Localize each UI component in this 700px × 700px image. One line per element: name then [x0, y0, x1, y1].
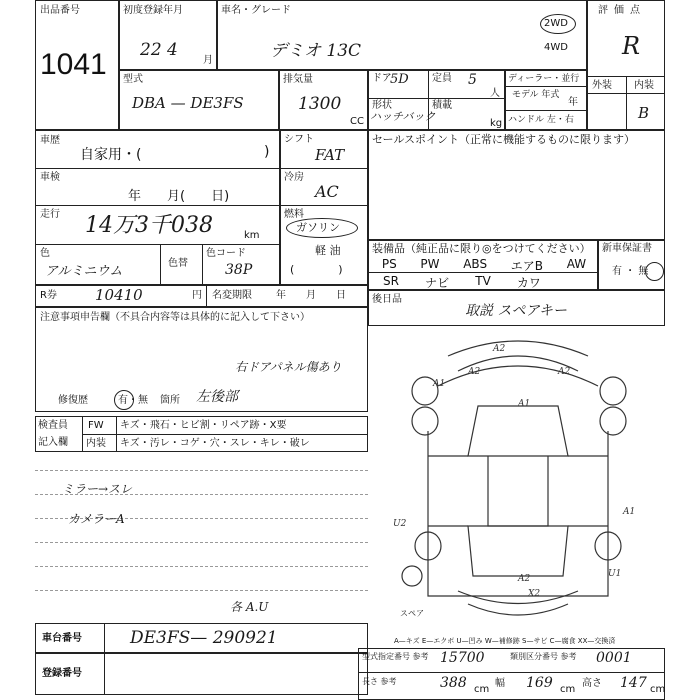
equip-navi: ナビ — [425, 276, 450, 290]
repair-options: 有・無 — [118, 395, 148, 406]
shape-value: ハッチバック — [370, 110, 436, 123]
width-unit: cm — [560, 684, 576, 695]
first-reg-value: 22 4 — [140, 40, 178, 60]
displacement-label: 排気量 — [283, 74, 313, 85]
memo3: 各 A.U — [230, 600, 269, 614]
width-value: 169 — [526, 675, 553, 691]
repair-location-value: 左後部 — [196, 389, 238, 405]
equipment-label: 装備品（純正品に限り◎をつけてください） — [372, 242, 591, 255]
dealer-divider — [505, 86, 587, 87]
shape-label: 形状 — [372, 100, 392, 111]
height-unit: cm — [650, 684, 666, 695]
diagram-legend: A—キズ E—エクボ U—凹み W—補修跡 S—サビ C—腐食 XX—交換済 — [394, 637, 616, 645]
mileage-label: 走行 — [40, 209, 60, 220]
grade-label: 評価点 — [598, 5, 646, 16]
capacity-value: 5 — [468, 72, 477, 88]
name-change-value: 年 月 日 — [276, 290, 346, 301]
model-year-label: モデル 年式 — [512, 90, 560, 100]
inspector-split2 — [116, 416, 117, 452]
inspector-label1: 検査員 — [38, 420, 68, 431]
history-close: ) — [264, 144, 270, 160]
chassis-split — [104, 623, 105, 653]
sales-box — [368, 130, 665, 240]
damage-mark: X2 — [528, 589, 541, 599]
shift-label: シフト — [284, 134, 314, 145]
damage-mark: A2 — [493, 344, 506, 354]
notes-line1: 右ドアパネル傷あり — [235, 360, 342, 374]
equip-pw: PW — [420, 257, 440, 271]
displacement-unit: CC — [350, 116, 364, 127]
memo-line — [35, 542, 368, 543]
grade-exterior-label: 外装 — [592, 80, 612, 91]
shift-value: FAT — [315, 146, 345, 164]
inspector-interior-text: キズ・汚レ・コゲ・穴・スレ・キレ・破レ — [120, 438, 310, 449]
model-year-suffix: 年 — [568, 97, 578, 108]
color-split2 — [202, 244, 203, 285]
inspector-interior: 内装 — [86, 438, 106, 449]
color-change-label: 色替 — [168, 258, 188, 269]
name-change-label: 名変期限 — [212, 290, 252, 301]
drive-4wd: 4WD — [544, 42, 568, 53]
width-label: 幅 — [495, 678, 505, 689]
equip-tv: TV — [475, 274, 491, 288]
history-label: 車歴 — [40, 135, 60, 146]
fuel-label: 燃料 — [284, 209, 304, 220]
inspector-label2: 記入欄 — [38, 437, 68, 448]
color-split — [160, 244, 161, 285]
warranty-options: 有 ・ 無 — [612, 266, 649, 277]
class-num-label: 類別区分番号 参考 — [510, 652, 577, 661]
damage-mark: A1 — [623, 507, 636, 517]
damage-mark: U1 — [608, 569, 622, 579]
after-value: 取説 スペアキー — [465, 303, 567, 319]
grade-interior-label: 内装 — [634, 80, 654, 91]
car-diagram — [368, 326, 665, 626]
first-reg-month: 月 — [203, 55, 213, 66]
memo-line — [35, 566, 368, 567]
color-code-label: 色コード — [206, 248, 246, 259]
fuel-gas: ガソリン — [296, 221, 340, 234]
memo1: ミラー→スレ — [62, 482, 133, 496]
equip-ps: PS — [381, 257, 397, 271]
repair-label: 修復歴 — [58, 395, 88, 406]
inspector-divider — [82, 434, 368, 435]
height-label: 高さ — [582, 678, 602, 689]
memo2: カメラーA — [68, 512, 125, 526]
doors-value: 5D — [390, 72, 409, 87]
reg-box — [35, 653, 368, 695]
damage-mark: A2 — [558, 367, 571, 377]
equip-leather: カワ — [516, 276, 541, 290]
equip-row2 — [370, 274, 554, 291]
damage-mark: A1 — [518, 399, 531, 409]
color-value: アルミニウム — [45, 264, 123, 279]
equip-airbag: エアB — [510, 259, 544, 273]
recycle-label: R券 — [40, 290, 57, 301]
warranty-label: 新車保証書 — [602, 243, 652, 254]
load-unit: kg — [490, 118, 503, 129]
grade-split — [626, 76, 627, 130]
first-reg-label: 初度登録年月 — [123, 5, 183, 16]
load-label: 積載 — [432, 100, 452, 111]
repair-location-label: 箇所 — [160, 395, 180, 406]
after-label: 後日品 — [372, 294, 402, 305]
recycle-yen: 円 — [192, 290, 202, 301]
model-label: 車名・グレード — [221, 5, 291, 16]
damage-mark: A2 — [468, 367, 481, 377]
type-num-label: 型式指定番号 参考 — [362, 652, 429, 661]
handle-label: ハンドル 左・右 — [508, 115, 574, 125]
history-divider3 — [35, 244, 280, 245]
damage-mark: A2 — [518, 574, 531, 584]
color-label: 色 — [40, 248, 50, 259]
type-num-divider — [358, 672, 665, 673]
ac-value: AC — [315, 182, 339, 201]
reg-split — [104, 653, 105, 695]
shaken-label: 車検 — [40, 172, 60, 183]
dealer-divider2 — [505, 110, 587, 111]
ac-label: 冷房 — [284, 172, 304, 183]
damage-mark: A1 — [433, 379, 446, 389]
lot-number: 1041 — [40, 48, 107, 81]
shaken-value: 年 月( 日) — [128, 189, 230, 204]
length-label: 長さ 参考 — [362, 677, 397, 686]
displacement-value: 1300 — [298, 94, 342, 114]
sales-label: セールスポイント（正常に機能するものに限ります） — [372, 133, 636, 146]
door-divider — [368, 98, 505, 99]
capacity-label: 定員 — [432, 73, 452, 84]
chassis-value: DE3FS— 290921 — [130, 628, 278, 648]
equip-divider — [368, 272, 598, 273]
memo-line — [35, 590, 368, 591]
chassis-label: 車台番号 — [42, 633, 82, 644]
drive-2wd: 2WD — [544, 18, 568, 29]
height-value: 147 — [620, 675, 647, 691]
type-value: DBA — DE3FS — [132, 94, 244, 112]
grade-overall: R — [622, 32, 641, 60]
spare-label: スペア — [400, 609, 424, 618]
equip-aw: AW — [566, 257, 587, 271]
dealer-label: ディーラー・並行 — [508, 74, 580, 84]
fuel-paren: ( ) — [290, 263, 343, 276]
mileage-unit: km — [244, 230, 260, 241]
fuel-diesel: 軽 油 — [315, 244, 341, 257]
length-value: 388 — [440, 675, 467, 691]
history-divider2 — [35, 205, 280, 206]
shift-divider2 — [280, 205, 368, 206]
inspector-fw-text: キズ・飛石・ヒビ割・リペア跡・X要 — [120, 420, 287, 431]
mileage-value: 14万3千038 — [85, 213, 213, 238]
grade-divider2 — [587, 93, 665, 94]
class-num-value: 0001 — [596, 650, 632, 666]
lot-label: 出品番号 — [40, 5, 80, 16]
color-code-value: 38P — [225, 262, 253, 278]
type-num-value: 15700 — [440, 650, 485, 666]
recycle-split — [206, 285, 207, 307]
warranty-circle — [645, 262, 664, 281]
capacity-unit: 人 — [490, 88, 500, 99]
length-unit: cm — [474, 684, 490, 695]
type-label: 型式 — [123, 74, 143, 85]
inspector-fw: FW — [88, 420, 104, 431]
shift-divider1 — [280, 168, 368, 169]
history-divider1 — [35, 168, 280, 169]
notes-label: 注意事項申告欄（不具合内容等は具体的に記入して下さい） — [40, 312, 310, 323]
model-value: デミオ 13C — [270, 41, 362, 61]
memo-line — [35, 470, 368, 471]
damage-mark: U2 — [393, 519, 407, 529]
equip-sr: SR — [383, 274, 400, 288]
reg-label: 登録番号 — [42, 668, 82, 679]
history-value: 自家用・( — [80, 147, 142, 163]
equip-abs: ABS — [463, 257, 488, 271]
recycle-value: 10410 — [95, 286, 143, 304]
grade-interior: B — [638, 104, 650, 122]
doors-label: ドア — [372, 73, 392, 84]
